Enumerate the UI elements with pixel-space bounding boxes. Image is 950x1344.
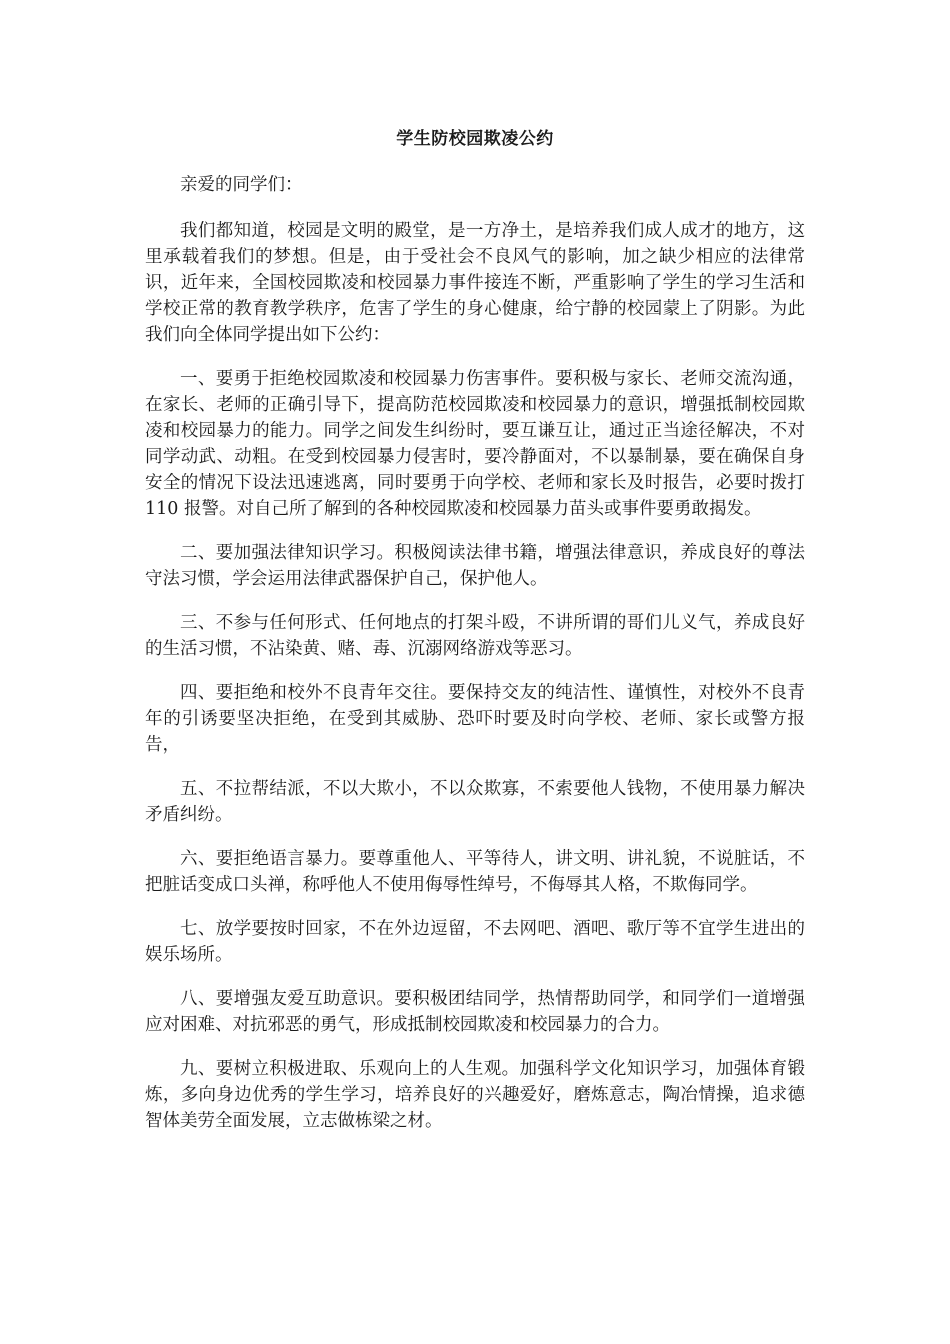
pact-item-3: 三、不参与任何形式、任何地点的打架斗殴，不讲所谓的哥们儿义气，养成良好的生活习惯，不沾染黄、赌、毒、沉溺网络游戏等恶习。 <box>145 613 805 659</box>
document-title: 学生防校园欺凌公约 <box>396 129 554 149</box>
pact-item-4: 四、要拒绝和校外不良青年交往。要保持交友的纯洁性、谨慎性，对校外不良青年的引诱要坚决拒绝，在受到其威胁、恐吓时要及时向学校、老师、家长或警方报告， <box>145 683 805 755</box>
pact-item-8: 八、要增强友爱互助意识。要积极团结同学，热情帮助同学，和同学们一道增强应对困难、对抗邪恶的勇气，形成抵制校园欺凌和校园暴力的合力。 <box>145 989 805 1035</box>
document-body <box>145 126 805 1152</box>
intro-paragraph: 我们都知道，校园是文明的殿堂，是一方净土，是培养我们成人成才的地方，这里承载着我们的梦想。但是，由于受社会不良风气的影响，加之缺少相应的法律常识，近年来，全国校园欺凌和校园暴力事件接连不断，严重影响了学生的学习生活和学校正常的教育教学秩序，危害了学生的身心健康，给宁静的校园蒙上了阴影。为此我们向全体同学提出如下公约： <box>145 221 805 345</box>
pact-item-7: 七、放学要按时回家，不在外边逗留，不去网吧、酒吧、歌厅等不宜学生进出的娱乐场所。 <box>145 919 805 965</box>
pact-item-1: 一、要勇于拒绝校园欺凌和校园暴力伤害事件。要积极与家长、老师交流沟通，在家长、老师的正确引导下，提高防范校园欺凌和校园暴力的意识，增强抵制校园欺凌和校园暴力的能力。同学之间发生纠纷时，要互谦互让，通过正当途径解决，不对同学动武、动粗。在受到校园暴力侵害时，要冷静面对，不以暴制暴，要在确保自身安全的情况下设法迅速逃离，同时要勇于向学校、老师和家长及时报告，必要时拨打 110 报警。对自己所了解到的各种校园欺凌和校园暴力苗头或事件要勇敢揭发。 <box>145 369 805 519</box>
greeting: 亲爱的同学们： <box>180 175 303 195</box>
pact-item-5: 五、不拉帮结派，不以大欺小，不以众欺寡，不索要他人钱物，不使用暴力解决矛盾纠纷。 <box>145 779 805 825</box>
pact-item-2: 二、要加强法律知识学习。积极阅读法律书籍，增强法律意识，养成良好的尊法守法习惯，学会运用法律武器保护自己，保护他人。 <box>145 543 805 589</box>
pact-item-9: 九、要树立积极进取、乐观向上的人生观。加强科学文化知识学习，加强体育锻炼，多向身边优秀的学生学习，培养良好的兴趣爱好，磨炼意志，陶冶情操，追求德智体美劳全面发展，立志做栋梁之材。 <box>145 1059 805 1131</box>
pact-item-6: 六、要拒绝语言暴力。要尊重他人、平等待人，讲文明、讲礼貌，不说脏话，不把脏话变成口头禅，称呼他人不使用侮辱性绰号，不侮辱其人格，不欺侮同学。 <box>145 849 805 895</box>
